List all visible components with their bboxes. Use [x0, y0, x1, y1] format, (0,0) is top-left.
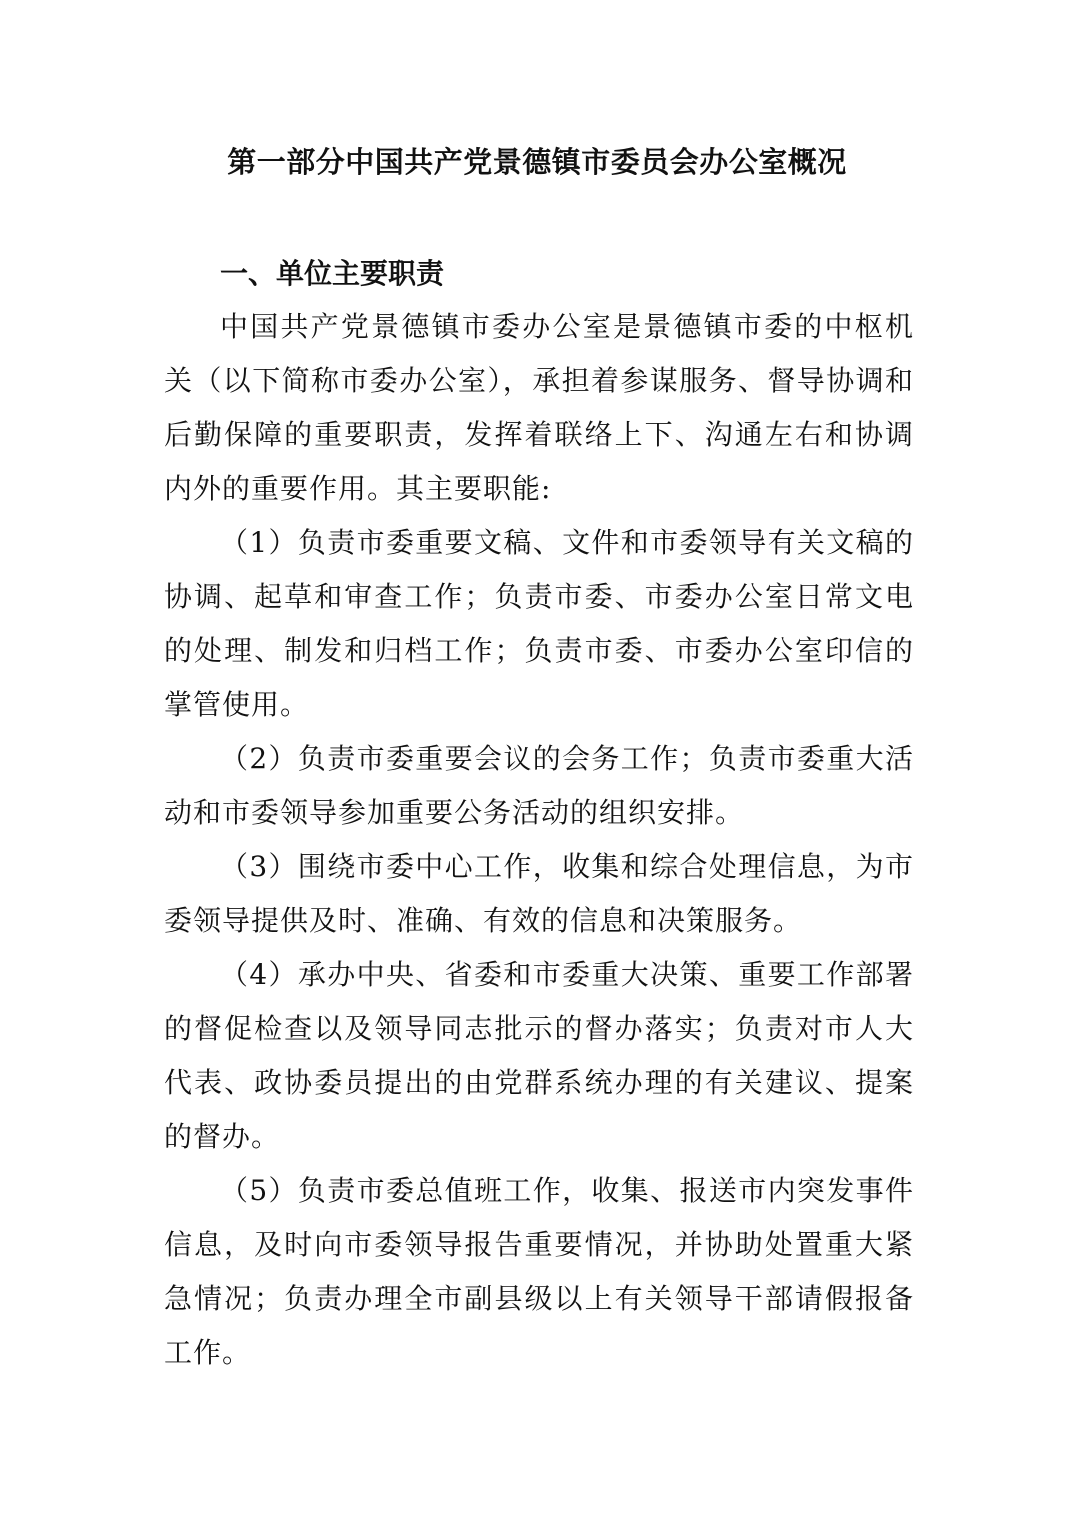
- section-heading: 一、单位主要职责: [220, 257, 445, 290]
- paragraph-duty-2: （2）负责市委重要会议的会务工作；负责市委重大活动和市委领导参加重要公务活动的组织安排。: [164, 742, 914, 829]
- paragraph-intro: 中国共产党景德镇市委办公室是景德镇市委的中枢机关（以下简称市委办公室），承担着参谋服务、督导协调和后勤保障的重要职责，发挥着联络上下、沟通左右和协调内外的重要作用。其主要职能:: [164, 310, 914, 505]
- document-body: [164, 300, 914, 1380]
- paragraph-duty-1: （1）负责市委重要文稿、文件和市委领导有关文稿的协调、起草和审查工作；负责市委、市委办公室日常文电的处理、制发和归档工作；负责市委、市委办公室印信的掌管使用。: [164, 526, 914, 721]
- page-title: 第一部分中国共产党景德镇市委员会办公室概况: [227, 145, 847, 179]
- paragraph-duty-3: （3）围绕市委中心工作，收集和综合处理信息，为市委领导提供及时、准确、有效的信息和决策服务。: [164, 850, 914, 937]
- paragraph-duty-4: （4）承办中央、省委和市委重大决策、重要工作部署的督促检查以及领导同志批示的督办落实；负责对市人大代表、政协委员提出的由党群系统办理的有关建议、提案的督办。: [164, 958, 914, 1153]
- paragraph-duty-5: （5）负责市委总值班工作，收集、报送市内突发事件信息，及时向市委领导报告重要情况，并协助处置重大紧急情况；负责办理全市副县级以上有关领导干部请假报备工作。: [164, 1174, 914, 1369]
